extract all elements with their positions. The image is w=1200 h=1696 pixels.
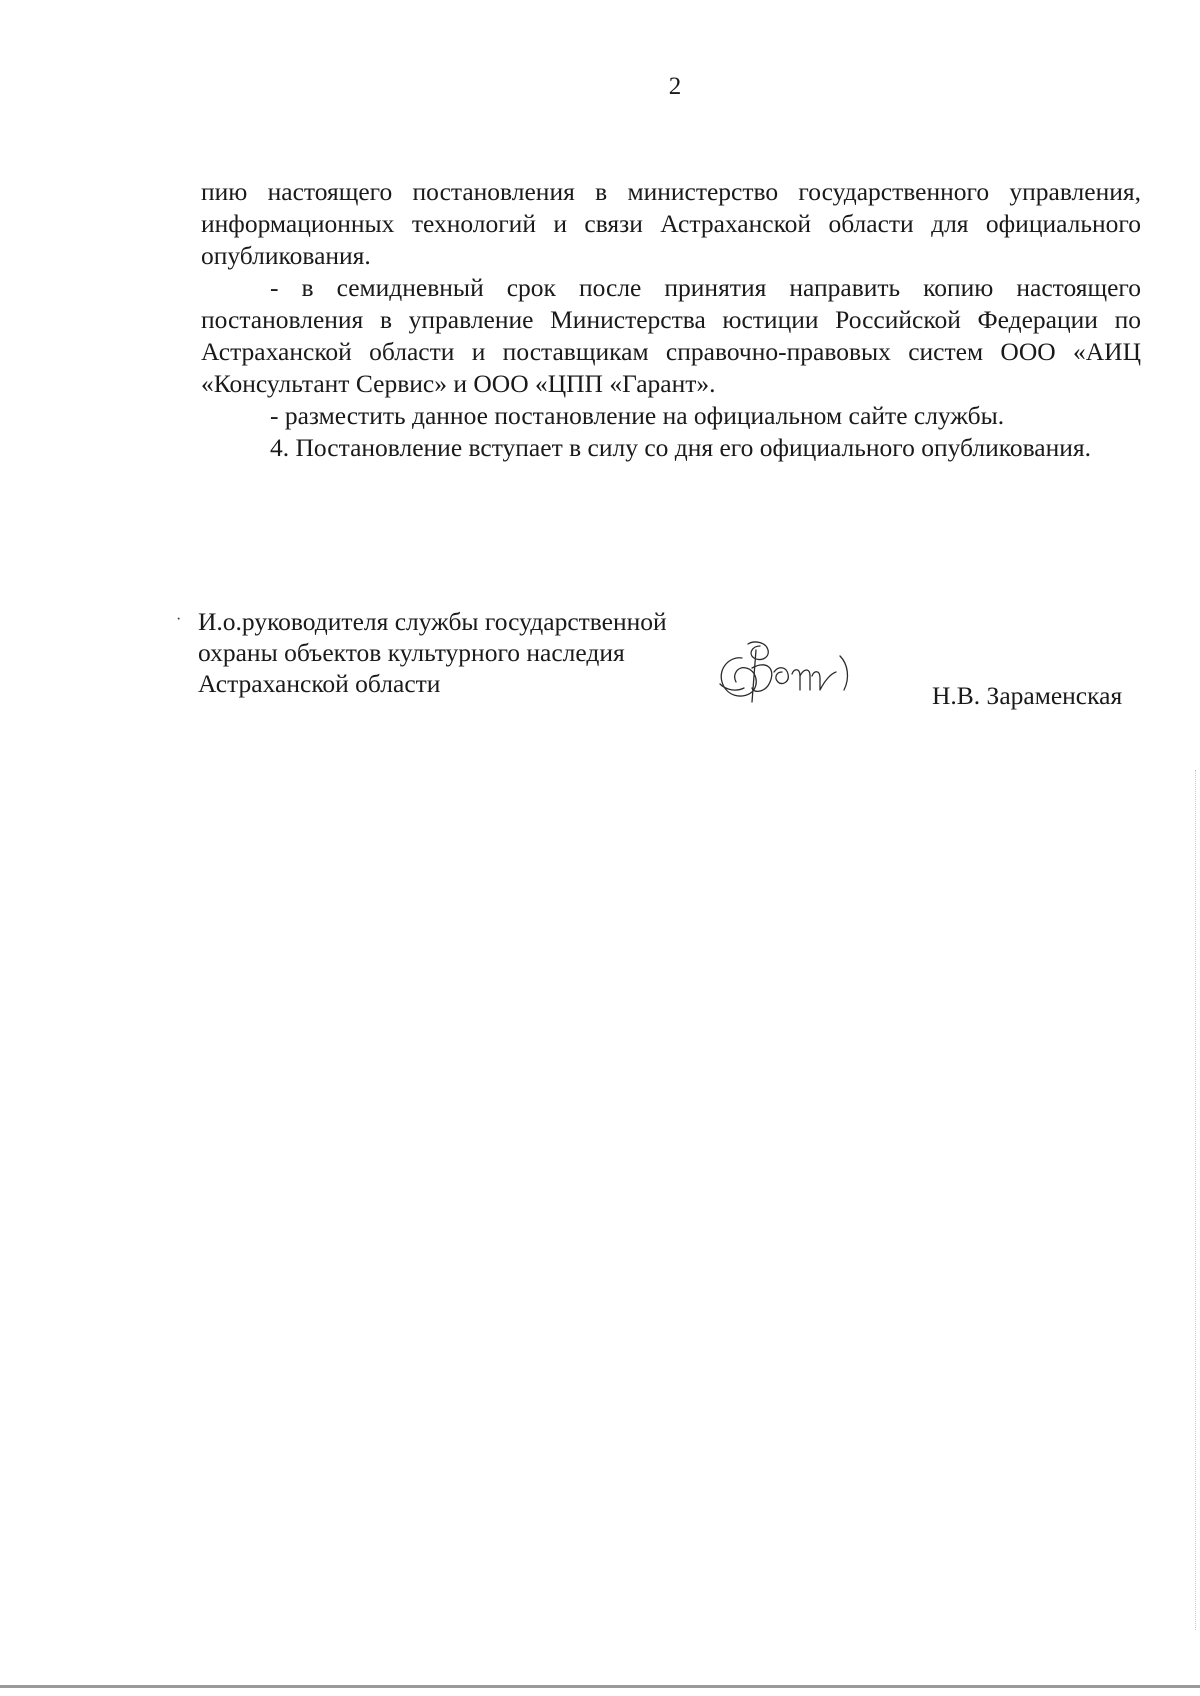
paragraph-ministry-justice-copy: - в семидневный срок после принятия направить копию настоящего постановления в управление Министерства юстиции Российской Федерации по Астраханской области и поставщикам справочно-правовых систем ООО «АИЦ «Консультант Сервис» и ООО «ЦПП «Гарант».	[201, 273, 1141, 398]
signer-name: Н.В. Зараменская	[932, 681, 1123, 710]
document-body	[201, 176, 1141, 464]
paragraph-effective-date: 4. Постановление вступает в силу со дня его официального опубликования.	[270, 433, 1091, 462]
scan-edge-marks	[1192, 770, 1196, 1630]
scan-bottom-border	[0, 1685, 1200, 1688]
margin-dot-mark: ·	[176, 611, 182, 628]
page-number: 2	[668, 73, 682, 100]
paragraph-website-publication: - разместить данное постановление на официальном сайте службы.	[270, 401, 1005, 430]
signatory-position-line: Астраханской области	[198, 669, 441, 698]
signatory-position-line: И.о.руководителя службы государственной	[198, 607, 667, 636]
paragraph-publication-transfer: пию настоящего постановления в министерство государственного управления, информационных технологий и связи Астраханской области для официального опубликования.	[201, 177, 1141, 270]
handwritten-signature	[712, 638, 862, 718]
signatory-position-line: охраны объектов культурного наследия	[198, 638, 625, 667]
signatory-position	[198, 606, 667, 699]
